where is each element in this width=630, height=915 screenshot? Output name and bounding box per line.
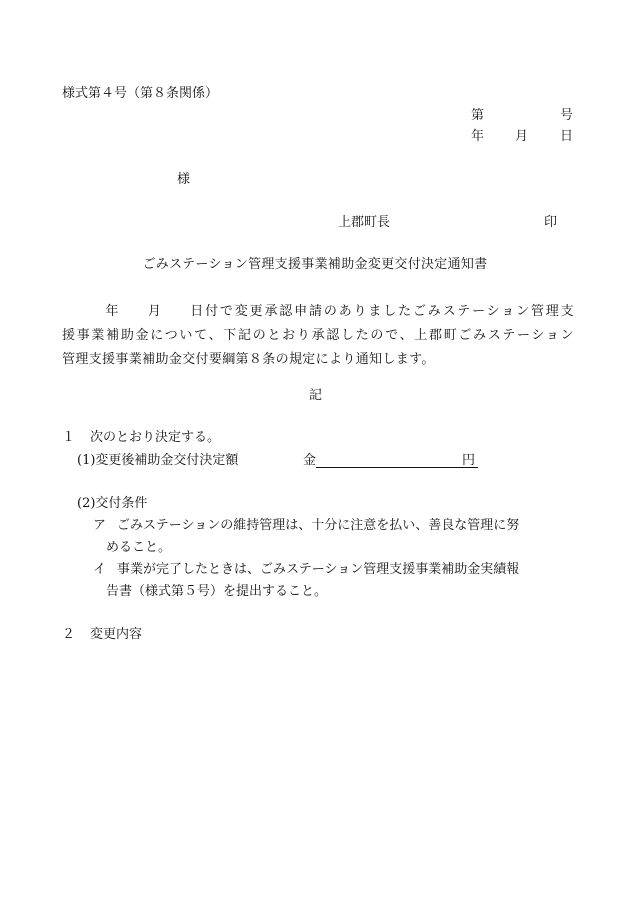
item-1-number: １: [62, 430, 76, 445]
condition-i-text-1: 事業が完了したときは、ごみステーション管理支援事業補助金実績報: [117, 562, 520, 577]
issuer-seal-mark: 印: [544, 215, 558, 230]
body-line-1: [62, 300, 574, 324]
condition-i-line-2: 告書（様式第５号）を提出すること。: [106, 584, 328, 599]
condition-i-mark: イ: [93, 562, 107, 577]
condition-a-line-1: [93, 519, 519, 532]
document-title: ごみステーション管理支援事業補助金変更交付決定通知書: [142, 257, 488, 272]
item-1-text: 次のとおり決定する。: [90, 430, 221, 445]
issuer-name: 上郡町長: [338, 215, 391, 230]
amount-prefix: 金: [303, 453, 317, 468]
item-1-heading: [62, 431, 220, 444]
subitem-2-label: (2)交付条件: [77, 496, 148, 511]
date-day-label: 日: [560, 129, 574, 144]
body-line-3: 管理支援事業補助金交付要綱第８条の規定により通知します。: [62, 352, 435, 367]
body-paragraph: [62, 300, 574, 372]
subitem-1-label: (1)変更後補助金交付決定額: [77, 453, 239, 468]
doc-number-suffix: 号: [560, 108, 574, 123]
body-year-label: 年: [104, 304, 121, 319]
doc-number-prefix: 第: [471, 108, 485, 123]
recipient-honorific: 様: [177, 172, 191, 187]
date-month-label: 月: [515, 129, 529, 144]
form-number: 様式第４号（第８条関係）: [62, 86, 219, 101]
ki-heading: 記: [309, 388, 323, 403]
amount-suffix: 円: [462, 453, 476, 468]
condition-a-mark: ア: [93, 518, 107, 533]
date-year-label: 年: [471, 129, 485, 144]
condition-a-line-2: めること。: [106, 540, 172, 555]
condition-i-line-1: [93, 563, 519, 576]
body-line-1-text: 日付で変更承認申請のありましたごみステーション管理支: [188, 304, 574, 319]
item-2-text: 変更内容: [90, 627, 143, 642]
body-month-label: 月: [146, 304, 163, 319]
body-line-2: 援事業補助金について、下記のとおり承認したので、上郡町ごみステーション: [62, 328, 574, 343]
condition-a-text-1: ごみステーションの維持管理は、十分に注意を払い、善良な管理に努: [117, 518, 520, 533]
amount-blank-underline: [316, 467, 478, 468]
item-2-number: ２: [62, 627, 76, 642]
item-2-heading: [62, 628, 142, 641]
